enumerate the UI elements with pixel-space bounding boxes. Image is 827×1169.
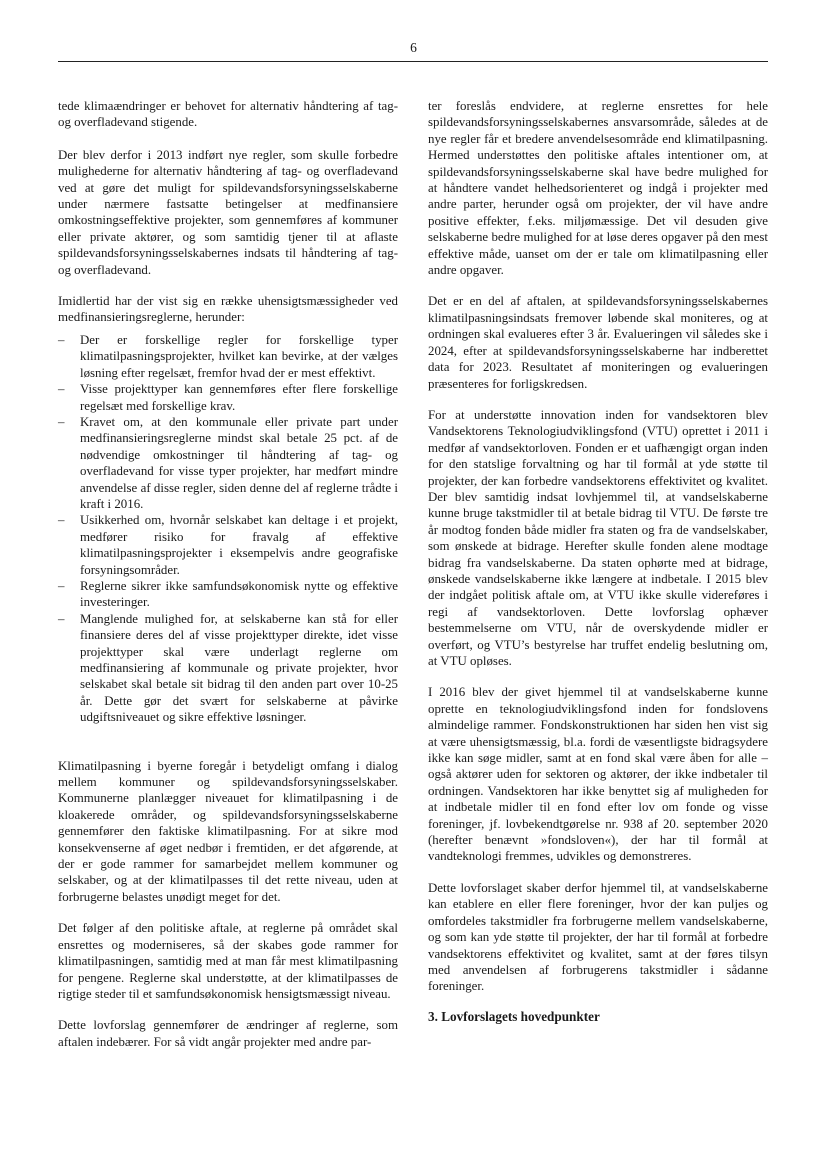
paragraph: Det er en del af aftalen, at spildevandsforsyningsselskabernes klimatilpasningsindsats fremover løbende skal moniteres, og at ordningen skal evalueres efter 3 år. Evalueringen vil således ske i 2024, efter at spildevandsforsyningsselskaberne har indberettet data for 2023. Resultatet af moniteringen og evalueringen præsenteres for forligskredsen.: [428, 294, 768, 391]
paragraph: tede klimaændringer er behovet for alternativ håndtering af tag- og overfladevand stigende.: [58, 99, 398, 130]
list-item: – Der er forskellige regler for forskellige typer klimatilpasningsprojekter, hvilket kan bevirke, at der vælges løsning efter regelsæt, fremfor hvad der er mest effektivt.: [58, 332, 398, 381]
right-column: [428, 98, 768, 1025]
paragraph: I 2016 blev der givet hjemmel til at vandselskaberne kunne oprette en teknologiudviklingsfond inden for fondslovens almindelige rammer. Fondskonstruktionen har siden hen vist sig at være uhensigtsmæssig, bl.a. fordi de væsentligste bidragsydere ikke kan søge midler, samt at en fond skal være åben for alle – også aktører uden for sektoren og aktører, der ikke indbetaler til ordningen. Vandsektoren har ikke benyttet sig af muligheden for at indbetale midler til en fond efter lov om fonde og visse foreninger, jf. lovbekendtgørelse nr. 938 af 20. september 2020 (herefter benævnt »fondsloven«), der har til formål at vandteknologi fremmes, udvikles og demonstreres.: [428, 685, 768, 864]
left-column: [58, 98, 398, 1050]
list-item: – Usikkerhed om, hvornår selskabet kan deltage i et projekt, medfører risiko for fravalg af effektive klimatilpasningsprojekter i eksempelvis andre geografiske forsyningsområder.: [58, 512, 398, 578]
paragraph: Det følger af den politiske aftale, at reglerne på området skal ensrettes og moderniseres, så der skabes gode rammer for klimatilpasningen, samtidig med at man får mest klimatilpasning for pengene. Reglerne skal understøtte, at der klimatilpasses de rigtige steder til et samfundsøkonomisk hensigtsmæssigt niveau.: [58, 921, 398, 1001]
paragraph: Klimatilpasning i byerne foregår i betydeligt omfang i dialog mellem kommuner og spildevandsforsyningsselskaber. Kommunerne planlægger niveauet for klimatilpasning i de kloakerede områder, og spildevandsforsyningsselskaberne gennemfører den faktiske klimatilpasning. For at sikre mod konsekvenserne af øget nedbør i fremtiden, er det afgørende, at der er gode rammer for samarbejdet mellem kommuner og selskaber, og at der klimatilpasses til det rette niveau, uden at forbrugerne belastes unødigt meget for det.: [58, 758, 398, 904]
paragraph: ter foreslås endvidere, at reglerne ensrettes for hele spildevandsforsyningsselskabernes ansvarsområde, således at de nye regler får et bredere anvendelsesområde end klimatilpasning. Hermed understøttes den politiske aftales intentioner om, at spildevandsforsyningsselskaberne skal have bedre mulighed for at håndtere vandet helhedsorienteret og indgå i projekter med andre parter, herunder også om projekter, der vil have andre positive effekter, f.eks. miljømæssige. Det vil desuden give selskaberne bedre mulighed for at løse deres opgaver på den mest effektive måde, uanset om der er tale om klimatilpasning eller andre opgaver.: [428, 99, 768, 278]
list-item: – Kravet om, at den kommunale eller private part under medfinansieringsreglerne mindst skal betale 25 pct. af de nødvendige omkostninger til håndtering af tag- og overfladevand for visse typer projekter, har medført mindre anvendelse af disse regler, siden denne del af reglerne trådte i kraft i 2016.: [58, 414, 398, 512]
list-item: – Manglende mulighed for, at selskaberne kan stå for eller finansiere deres del af visse projekttyper direkte, idet visse projekttyper skal være underlagt reglerne om medfinansiering af kommunale og private projekter, hvor selskabet skal betale sit bidrag til den anden part over 10-25 år. Dette gør det svært for selskaberne at påvirke udgiftsniveauet og sikre effektive løsninger.: [58, 611, 398, 726]
list-item: – Visse projekttyper kan gennemføres efter flere forskellige regelsæt med forskellige krav.: [58, 381, 398, 414]
paragraph: Imidlertid har der vist sig en række uhensigtsmæssigheder ved medfinansieringsreglerne, herunder:: [58, 294, 398, 325]
page-number: 6: [410, 40, 417, 55]
paragraph: Dette lovforslaget skaber derfor hjemmel til, at vandselskaberne kan etablere en eller flere foreninger, hvor der kan puljes og omfordeles takstmidler fra forbrugerne mellem vandselskaberne, og som kan yde støtte til projekter, der har til formål at forbedre vandsektorens effektivitet og kvalitet, samt at der føres tilsyn med anvendelsen af forbrugerens takstmidler i sådanne foreninger.: [428, 880, 768, 994]
bullet-list: [58, 332, 398, 726]
paragraph: Der blev derfor i 2013 indført nye regler, som skulle forbedre mulighederne for alternativ håndtering af tag- og overfladevand ved at gøre det muligt for spildevandsforsyningsselskaberne under nærmere fastsatte betingelser at medfinansiere omkostningseffektive projekter, som gennemføres af kommuner eller private aktører, og som samtidig tjener til at aflaste spildevandsforsyningsselskabernes indsats til håndtering af tag- og overfladevand.: [58, 147, 398, 277]
list-item: – Reglerne sikrer ikke samfundsøkonomisk nytte og effektive investeringer.: [58, 578, 398, 611]
header-rule: [58, 61, 768, 62]
paragraph: For at understøtte innovation inden for vandsektoren blev Vandsektorens Teknologiudviklingsfond (VTU) oprettet i 2011 i medfør af vandsektorloven. Fonden er et uafhængigt organ inden for den statslige forvaltning og har til formål at yde støtte til projekter, der kan forbedre vandsektorens effektivitet og kvalitet. Der blev samtidig indsat lovhjemmel til, at vandselskaberne kunne bruge takstmidler til at betale bidrag til VTU. De første tre år modtog fonden både midler fra staten og fra de vandselskaber, som ønskede at bidrage. Herefter skulle fonden alene modtage bidrag fra vandselskaberne. Da staten ophørte med at bidrage, ønskede vandselskaberne ikke længere at indbetale. I 2015 blev der indgået politisk aftale om, at VTU ikke skulle videreføres i regi af vandsektorloven. Dette lovforslag ophæver bestemmelserne om VTU, når de overskydende midler er overført, og VTU’s bestyrelse har truffet endelig beslutning om, at VTU opløses.: [428, 407, 768, 668]
section-heading: 3. Lovforslagets hovedpunkter: [428, 1008, 600, 1024]
paragraph: Dette lovforslag gennemfører de ændringer af reglerne, som aftalen indebærer. For så vidt angår projekter med andre par-: [58, 1018, 398, 1049]
